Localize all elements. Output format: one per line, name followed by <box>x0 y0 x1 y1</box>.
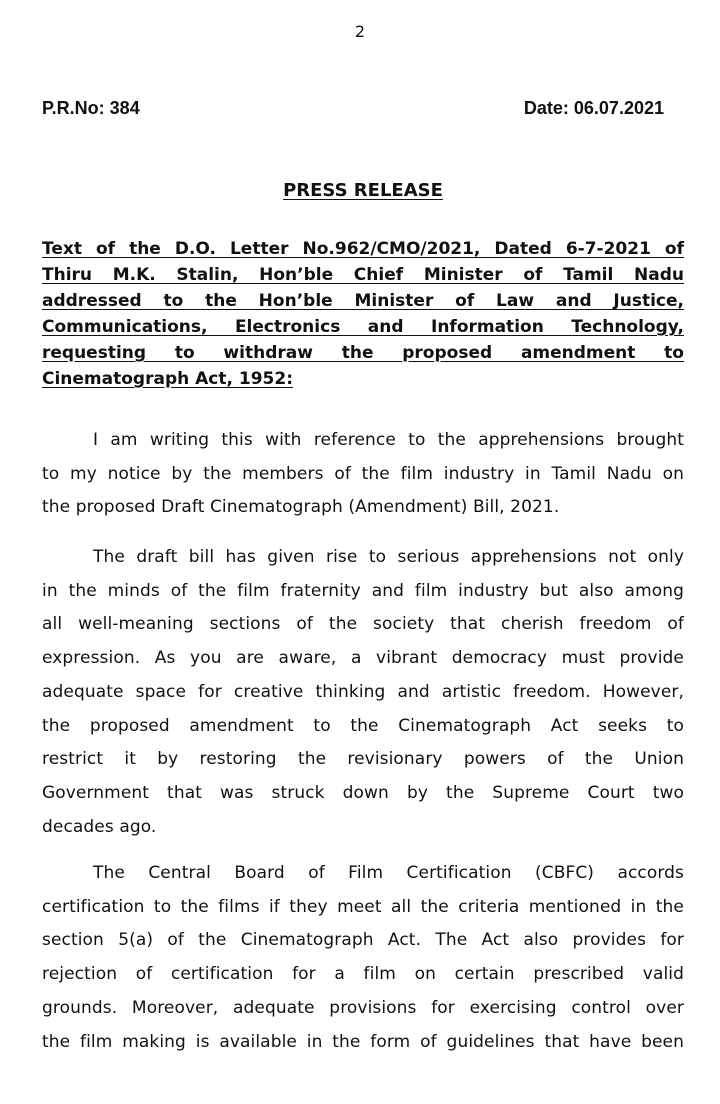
paragraph-line: expression. As you are aware, a vibrant democracy must provide <box>42 648 684 669</box>
paragraph-3 <box>42 857 684 1059</box>
subject-line: requesting to withdraw the proposed amendment to <box>42 343 684 363</box>
paragraph-line: certification to the films if they meet all the criteria mentioned in the <box>42 896 684 917</box>
paragraph-line: The draft bill has given rise to serious apprehensions not only <box>93 547 684 567</box>
subject-line: Communications, Electronics and Information Technology, <box>42 317 684 337</box>
paragraph-line: rejection of certification for a film on certain prescribed valid <box>42 964 684 985</box>
paragraph-line: grounds. Moreover, adequate provisions for exercising control over <box>42 997 684 1018</box>
paragraph-line: in the minds of the film fraternity and film industry but also among <box>42 580 684 601</box>
subject-line: addressed to the Hon’ble Minister of Law and Justice, <box>42 291 684 311</box>
release-date: Date: 06.07.2021 <box>523 98 664 118</box>
subject-line: Cinematograph Act, 1952: <box>42 369 293 389</box>
paragraph-line: I am writing this with reference to the apprehensions brought <box>93 430 684 450</box>
paragraph-line: the proposed amendment to the Cinematograph Act seeks to <box>42 715 684 736</box>
paragraph-line: The Central Board of Film Certification (CBFC) accords <box>93 863 684 883</box>
subject-heading <box>42 236 684 392</box>
paragraph-2 <box>42 541 684 844</box>
subject-line: Thiru M.K. Stalin, Hon’ble Chief Minister of Tamil Nadu <box>42 265 684 285</box>
pr-number: P.R.No: 384 <box>42 98 140 118</box>
paragraph-line: section 5(a) of the Cinematograph Act. The Act also provides for <box>42 930 684 951</box>
paragraph-line: restrict it by restoring the revisionary powers of the Union <box>42 749 684 770</box>
paragraph-line: the proposed Draft Cinematograph (Amendment) Bill, 2021. <box>42 497 560 518</box>
document-title: PRESS RELEASE <box>283 180 443 201</box>
paragraph-line: Government that was struck down by the Supreme Court two <box>42 782 684 803</box>
paragraph-line: all well-meaning sections of the society that cherish freedom of <box>42 614 684 635</box>
paragraph-1 <box>42 424 684 525</box>
paragraph-line: adequate space for creative thinking and artistic freedom. However, <box>42 681 684 702</box>
paragraph-line: decades ago. <box>42 816 157 837</box>
paragraph-line: to my notice by the members of the film industry in Tamil Nadu on <box>42 463 684 484</box>
paragraph-line: the film making is available in the form of guidelines that have been <box>42 1031 684 1052</box>
page-number: 2 <box>354 22 366 41</box>
subject-line: Text of the D.O. Letter No.962/CMO/2021, Dated 6-7-2021 of <box>42 239 684 259</box>
